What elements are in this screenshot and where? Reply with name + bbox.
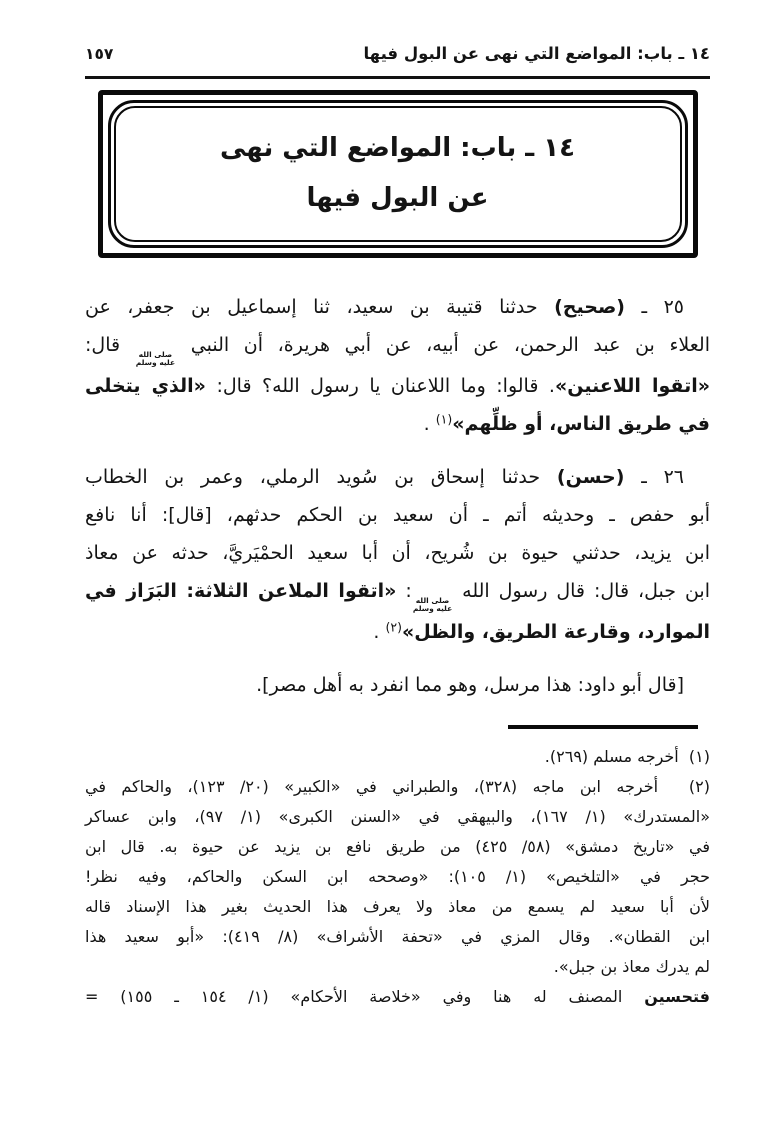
text-run: فتحسين: [644, 986, 710, 1006]
text-run: في طريق الناس، أو ظلِّهم»: [452, 412, 710, 435]
footnote-ref: (١): [435, 411, 453, 427]
text-run: (٢) أخرجه ابن ماجه (٣٢٨)، والطبراني في «الكبير» (٢٠/ ١٢٣)، والحاكم في: [85, 776, 710, 796]
chapter-box-inner-border: [114, 106, 682, 242]
text-line: [85, 802, 710, 832]
text-run: «المستدرك» (١/ ١٦٧)، والبيهقي في «السنن الكبرى» (١/ ٩٧)، وابن عساكر: [85, 806, 710, 826]
text-run: ابن القطان». وقال المزي في «تحفة الأشراف» (٨/ ٤١٩): «أبو سعيد هذا: [85, 926, 711, 946]
text-run: ٢٦ ـ: [624, 465, 684, 488]
text-line: [85, 367, 710, 405]
footnote-1: [85, 742, 710, 772]
footnote-separator-rule: [508, 725, 698, 729]
text-run: (صحيح): [554, 295, 625, 318]
text-line: [85, 572, 710, 613]
text-run: في «تاريخ دمشق» (٥٨/ ٤٢٥) من طريق نافع بن يزيد عن حيوة به. قال ابن: [85, 836, 710, 856]
footnote-2-continuation: [85, 982, 710, 1012]
pbuh-seal-top: صلى الله: [138, 349, 173, 359]
text-line: [85, 892, 710, 922]
text-line: [85, 952, 710, 982]
text-line: [85, 832, 710, 862]
text-run: «اتقوا الملاعن الثلاثة: البَرَاز في: [85, 579, 397, 602]
footnote-2: [85, 772, 710, 982]
text-run: (حسن): [556, 465, 625, 488]
pbuh-seal-bottom: عليه وسلم: [412, 603, 453, 613]
header-rule: [85, 76, 710, 79]
chapter-box-mid-border: [108, 100, 688, 248]
text-run: لأن أبا سعيد لم يسمع من معاذ ولا يعرف هذا الحديث بغير هذا الإسناد قاله: [85, 896, 710, 916]
text-line: [85, 862, 710, 892]
chapter-title-box: [98, 90, 698, 258]
chapter-title-line-1: ١٤ ـ باب: المواضع التي نهى: [220, 132, 575, 163]
text-run: أبو حفص ـ وحديثه أتم ـ أن سعيد بن الحكم حدثهم، [قال]: أنا نافع: [85, 503, 710, 526]
text-run: .: [423, 412, 436, 435]
text-run: قال:: [85, 333, 135, 356]
text-run: ٢٥ ـ: [625, 295, 684, 318]
running-header-title: ١٤ ـ باب: المواضع التي نهى عن البول فيها: [363, 44, 710, 63]
running-header: [85, 0, 710, 63]
text-line: [85, 288, 710, 326]
pbuh-seal-bottom: عليه وسلم: [135, 357, 176, 367]
pbuh-seal-icon: [412, 597, 453, 613]
text-line: [85, 922, 710, 952]
page-number: ١٥٧: [85, 45, 114, 63]
pbuh-seal-top: صلى الله: [415, 595, 450, 605]
text-run: :: [396, 579, 412, 602]
text-line: [85, 613, 710, 651]
pbuh-seal-icon: [135, 351, 176, 367]
text-line: [85, 772, 710, 802]
hadith-26-paragraph: [85, 458, 710, 651]
text-run: ابن جبل، قال: قال رسول الله: [453, 579, 710, 602]
text-line: [85, 405, 710, 443]
text-run: حدثنا إسحاق بن سُويد الرملي، وعمر بن الخطاب: [85, 465, 557, 488]
footnotes-block: [85, 742, 710, 1012]
text-run: .: [373, 620, 386, 643]
text-run: «اتقوا اللاعنين»: [554, 374, 710, 397]
text-run: ابن يزيد، حدثني حيوة بن شُريح، أن أبا سعيد الحمْيَريَّ، حدثه عن معاذ: [85, 541, 710, 564]
text-run: الموارد، وقارعة الطريق، والظل»: [401, 620, 710, 643]
text-run: . قالوا: وما اللاعنان يا رسول الله؟ قال:: [205, 374, 555, 397]
text-run: حجر في «التلخيص» (١/ ١٠٥): «وصححه ابن السكن والحاكم، وفيه نظر!: [85, 866, 710, 886]
text-line: [85, 458, 710, 496]
text-line: [85, 666, 710, 704]
text-line: [85, 742, 710, 772]
hadith-body: [85, 288, 710, 704]
text-run: (١) أخرجه مسلم (٢٦٩).: [544, 746, 710, 766]
footnote-ref: (٢): [385, 619, 402, 635]
text-line: [85, 496, 710, 534]
text-line: [85, 982, 710, 1012]
hadith-25-paragraph: [85, 288, 710, 443]
text-line: [85, 534, 710, 572]
text-run: لم يدرك معاذ بن جبل».: [553, 956, 710, 976]
chapter-title-line-2: عن البول فيها: [306, 182, 489, 213]
abu-dawud-note-paragraph: [85, 666, 710, 704]
text-run: [قال أبو داود: هذا مرسل، وهو مما انفرد به أهل مصر].: [256, 673, 684, 696]
text-run: العلاء بن عبد الرحمن، عن أبيه، عن أبي هريرة، أن النبي: [176, 333, 710, 356]
text-run: المصنف له هنا وفي «خلاصة الأحكام» (١/ ١٥٤ ـ ١٥٥) =: [85, 986, 645, 1006]
text-line: [85, 326, 710, 367]
text-run: «الذي يتخلى: [85, 374, 206, 397]
text-run: حدثنا قتيبة بن سعيد، ثنا إسماعيل بن جعفر، عن: [85, 295, 555, 318]
